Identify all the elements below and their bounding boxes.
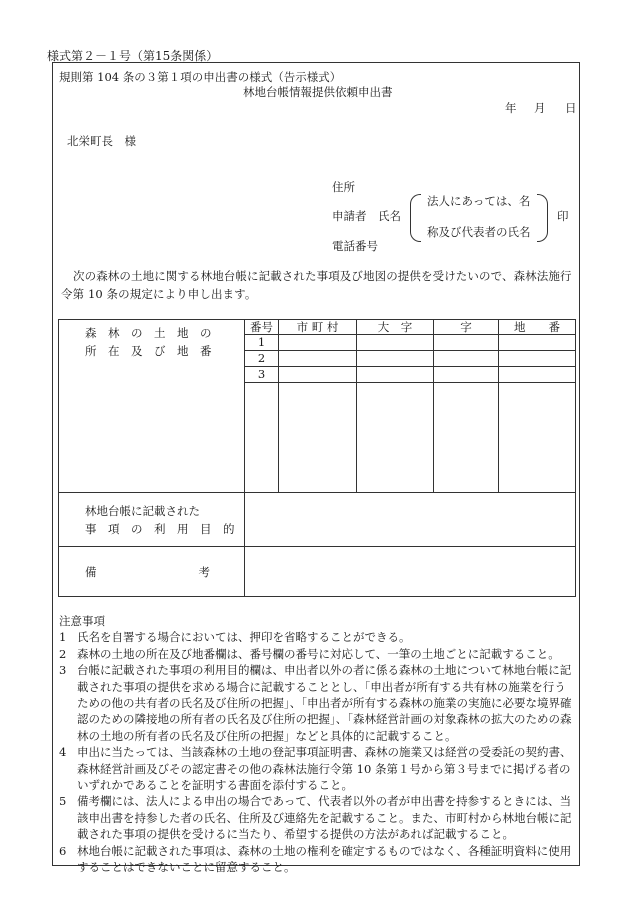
- aza-cell[interactable]: [434, 383, 499, 493]
- lot-number-cell[interactable]: [499, 351, 576, 367]
- row-number-blank: [245, 383, 279, 493]
- note-item: 1 氏名を自署する場合においては、押印を省略することができる。: [59, 630, 411, 645]
- oaza-cell[interactable]: [357, 367, 434, 383]
- purpose-label-line1: 林地台帳に記載された: [85, 503, 200, 518]
- location-label-cell: [59, 320, 245, 493]
- lot-number-cell[interactable]: [499, 367, 576, 383]
- purpose-input-cell[interactable]: [245, 493, 576, 547]
- header-number: 番号: [245, 320, 279, 335]
- notes-section: [59, 613, 577, 876]
- header-lot-number: 地 番: [499, 320, 576, 335]
- lot-number-cell[interactable]: [499, 335, 576, 351]
- date-year: 年: [505, 101, 517, 115]
- corporate-note-line1: 法人にあっては、名: [427, 194, 531, 208]
- remarks-input-cell[interactable]: [245, 547, 576, 597]
- header-aza: 字: [434, 320, 499, 335]
- location-label-line1: 森 林 の 土 地 の: [85, 326, 212, 340]
- location-label-line2: 所 在 及 び 地 番: [85, 344, 212, 358]
- municipality-cell[interactable]: [279, 383, 357, 493]
- aza-cell[interactable]: [434, 335, 499, 351]
- addressee: 北栄町長 様: [67, 134, 136, 148]
- remarks-label-cell: [59, 547, 245, 597]
- right-bracket: [537, 194, 548, 242]
- oaza-cell[interactable]: [357, 351, 434, 367]
- lot-number-cell[interactable]: [499, 383, 576, 493]
- applicant-name-label: 申請者 氏名: [332, 209, 401, 223]
- aza-cell[interactable]: [434, 351, 499, 367]
- date-day: 日: [565, 101, 577, 115]
- note-item: 5 備考欄には、法人による申出の場合であって、代表者以外の者が申出書を持参するときには、当該申出書を持参した者の氏名、住所及び連絡先を記載すること。また、市町村から林地台帳に記載された事項の提供を受けるに当たり、希望する提供の方法があれば記載すること。: [59, 794, 572, 842]
- row-number: 2: [245, 351, 279, 367]
- intro-text: 次の森林の土地に関する林地台帳に記載された事項及び地図の提供を受けたいので、森林法施行令第 10 条の規定により申し出ます。: [61, 269, 572, 301]
- application-form: [52, 62, 580, 875]
- corporate-note-line2: 称及び代表者の氏名: [427, 225, 531, 239]
- header-municipality: 市 町 村: [279, 320, 357, 335]
- header-oaza: 大 字: [357, 320, 434, 335]
- municipality-cell[interactable]: [279, 351, 357, 367]
- oaza-cell[interactable]: [357, 335, 434, 351]
- note-item: 6 林地台帳に記載された事項は、森林の土地の権利を確定するものではなく、各種証明資料に使用することはできないことに留意すること。: [59, 843, 572, 875]
- row-number: 3: [245, 367, 279, 383]
- address-label: 住所: [332, 180, 355, 194]
- land-table: [58, 319, 576, 597]
- municipality-cell[interactable]: [279, 367, 357, 383]
- oaza-cell[interactable]: [357, 383, 434, 493]
- note-item: 3 台帳に記載された事項の利用目的欄は、申出者以外の者に係る森林の土地について林地台帳に記載された事項の提供を求める場合に記載することとし、「申出者が所有する共有林の施業を行うための他の共有者の氏名及び住所の把握」、「申出者が所有する森林の施業の実施に必要な境界確認のための隣接地の所有者の氏名及び住所の把握」、「森林経営計画の対象森林の拡大のための森林の土地の所有者の氏名及び住所の把握」などと具体的に記載すること。: [59, 663, 572, 743]
- note-item: 4 申出に当たっては、当該森林の土地の登記事項証明書、森林の施業又は経営の受委託の契約書、森林経営計画及びその認定書その他の森林法施行令第 10 条第１号から第３号までに掲げる者のいずれかであることを証明する書面を添付すること。: [59, 745, 572, 793]
- header-reference: 規則第 104 条の３第１項の申出書の様式（告示様式）: [59, 70, 342, 84]
- municipality-cell[interactable]: [279, 335, 357, 351]
- row-number: 1: [245, 335, 279, 351]
- aza-cell[interactable]: [434, 367, 499, 383]
- purpose-label-line2: 事 項 の 利 用 目 的: [85, 521, 235, 536]
- left-bracket: [410, 194, 421, 242]
- purpose-label-cell: [59, 493, 245, 547]
- form-number: 様式第２－１号（第15条関係）: [47, 49, 219, 63]
- seal-mark: 印: [557, 209, 569, 223]
- form-title: 林地台帳情報提供依頼申出書: [243, 85, 393, 99]
- notes-title: 注意事項: [59, 614, 105, 628]
- phone-label: 電話番号: [332, 239, 378, 253]
- date-month: 月: [534, 101, 546, 115]
- remarks-label-2: 考: [198, 564, 210, 579]
- note-item: 2 森林の土地の所在及び地番欄は、番号欄の番号に対応して、一筆の土地ごとに記載すること。: [59, 646, 560, 661]
- remarks-label-1: 備: [85, 564, 97, 579]
